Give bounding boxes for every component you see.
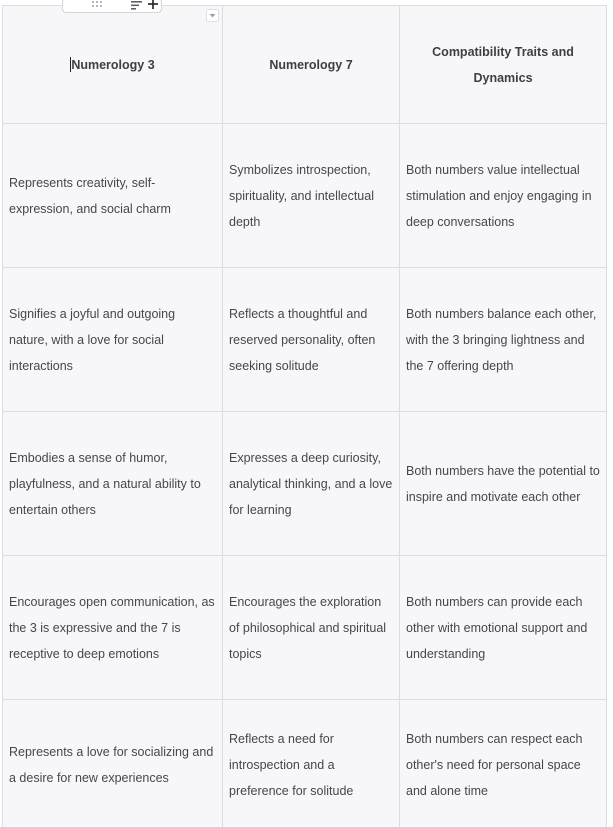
table-row — [3, 556, 607, 700]
header-label: Numerology 3 — [71, 57, 155, 72]
table-cell[interactable]: Embodies a sense of humor, playfulness, and a natural ability to entertain others — [3, 412, 223, 556]
table-cell[interactable]: Reflects a need for introspection and a preference for solitude — [223, 700, 400, 827]
table-cell[interactable]: Represents creativity, self-expression, and social charm — [3, 124, 223, 268]
table-cell[interactable]: Both numbers balance each other, with the 3 bringing lightness and the 7 offering depth — [400, 268, 607, 412]
table-cell[interactable]: Encourages the exploration of philosophical and spiritual topics — [223, 556, 400, 700]
table-row — [3, 412, 607, 556]
table-cell[interactable]: Both numbers can respect each other's need for personal space and alone time — [400, 700, 607, 827]
table-cell[interactable]: Both numbers have the potential to inspire and motivate each other — [400, 412, 607, 556]
table-header-row — [3, 6, 607, 124]
table-cell[interactable]: Both numbers can provide each other with emotional support and understanding — [400, 556, 607, 700]
add-icon[interactable] — [148, 0, 158, 9]
table-cell[interactable]: Both numbers value intellectual stimulation and enjoy engaging in deep conversations — [400, 124, 607, 268]
header-label: Numerology 7 — [269, 57, 353, 72]
compatibility-table — [2, 5, 607, 827]
table-row — [3, 268, 607, 412]
sort-icon[interactable] — [131, 1, 142, 10]
table-toolbar — [62, 0, 162, 13]
table-cell[interactable]: Symbolizes introspection, spirituality, and intellectual depth — [223, 124, 400, 268]
header-cell-numerology-7[interactable] — [223, 6, 400, 124]
table-cell[interactable]: Expresses a deep curiosity, analytical thinking, and a love for learning — [223, 412, 400, 556]
drag-handle-icon[interactable] — [91, 0, 103, 10]
table-cell[interactable]: Reflects a thoughtful and reserved personality, often seeking solitude — [223, 268, 400, 412]
table-row — [3, 124, 607, 268]
table-cell[interactable]: Represents a love for socializing and a desire for new experiences — [3, 700, 223, 827]
header-cell-compatibility[interactable] — [400, 6, 607, 124]
header-label: Compatibility Traits and Dynamics — [432, 44, 574, 85]
column-menu-dropdown-icon[interactable] — [206, 9, 219, 22]
table-row — [3, 700, 607, 827]
header-cell-numerology-3[interactable] — [3, 6, 223, 124]
table-cell[interactable]: Signifies a joyful and outgoing nature, with a love for social interactions — [3, 268, 223, 412]
table-cell[interactable]: Encourages open communication, as the 3 is expressive and the 7 is receptive to deep emotions — [3, 556, 223, 700]
